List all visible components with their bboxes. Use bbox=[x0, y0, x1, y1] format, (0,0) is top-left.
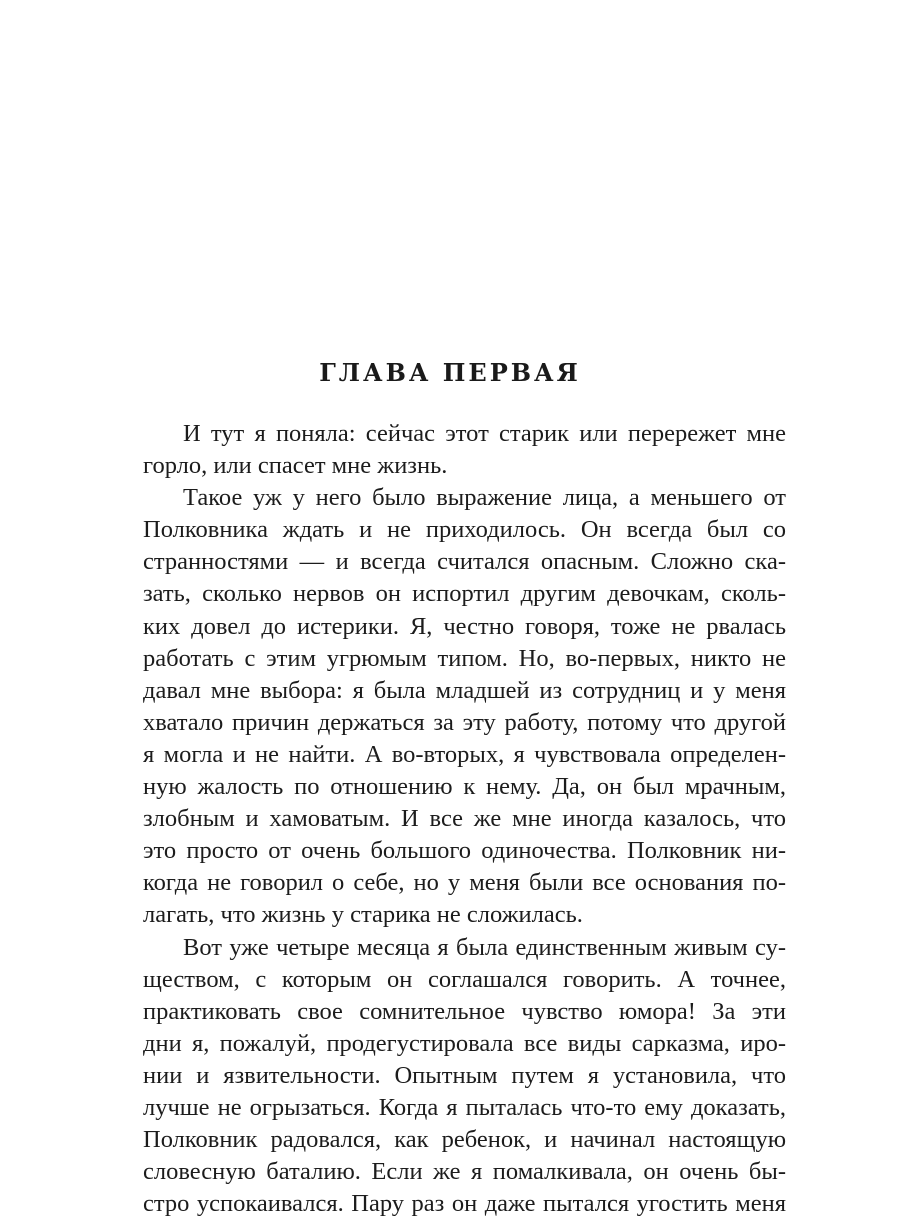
text-line: лагать, что жизнь у старика не сложилась. bbox=[143, 899, 786, 931]
text-line: Такое уж у него было выражение лица, а меньшего от bbox=[143, 482, 786, 514]
text-line: практиковать свое сомнительное чувство юмора! За эти bbox=[143, 996, 786, 1028]
text-line: когда не говорил о себе, но у меня были все основания по- bbox=[143, 867, 786, 899]
text-line: Полковник радовался, как ребенок, и начинал настоящую bbox=[143, 1124, 786, 1156]
text-line: ную жалость по отношению к нему. Да, он был мрачным, bbox=[143, 771, 786, 803]
text-line: работать с этим угрюмым типом. Но, во-первых, никто не bbox=[143, 643, 786, 675]
text-line: Вот уже четыре месяца я была единственным живым су- bbox=[143, 932, 786, 964]
text-line: словесную баталию. Если же я помалкивала, он очень бы- bbox=[143, 1156, 786, 1188]
paragraph-2 bbox=[143, 482, 786, 931]
text-line: ких довел до истерики. Я, честно говоря, тоже не рвалась bbox=[143, 611, 786, 643]
chapter-title: ГЛАВА ПЕРВАЯ bbox=[0, 357, 900, 389]
text-line: это просто от очень большого одиночества. Полковник ни- bbox=[143, 835, 786, 867]
text-line: зать, сколько нервов он испортил другим девочкам, сколь- bbox=[143, 578, 786, 610]
text-line: лучше не огрызаться. Когда я пыталась что-то ему доказать, bbox=[143, 1092, 786, 1124]
text-line: я могла и не найти. А во-вторых, я чувствовала определен- bbox=[143, 739, 786, 771]
text-line: Полковника ждать и не приходилось. Он всегда был со bbox=[143, 514, 786, 546]
text-line: дни я, пожалуй, продегустировала все виды сарказма, иро- bbox=[143, 1028, 786, 1060]
paragraph-3 bbox=[143, 932, 786, 1220]
text-line: давал мне выбора: я была младшей из сотрудниц и у меня bbox=[143, 675, 786, 707]
text-line: ществом, с которым он соглашался говорить. А точнее, bbox=[143, 964, 786, 996]
text-line: горло, или спасет мне жизнь. bbox=[143, 450, 786, 482]
text-line: хватало причин держаться за эту работу, потому что другой bbox=[143, 707, 786, 739]
text-line: стро успокаивался. Пару раз он даже пытался угостить меня bbox=[143, 1188, 786, 1220]
text-line: злобным и хамоватым. И все же мне иногда казалось, что bbox=[143, 803, 786, 835]
text-line: И тут я поняла: сейчас этот старик или перережет мне bbox=[143, 418, 786, 450]
chapter-body bbox=[143, 418, 786, 1220]
text-line: нии и язвительности. Опытным путем я установила, что bbox=[143, 1060, 786, 1092]
paragraph-1 bbox=[143, 418, 786, 482]
text-line: странностями — и всегда считался опасным. Сложно ска- bbox=[143, 546, 786, 578]
